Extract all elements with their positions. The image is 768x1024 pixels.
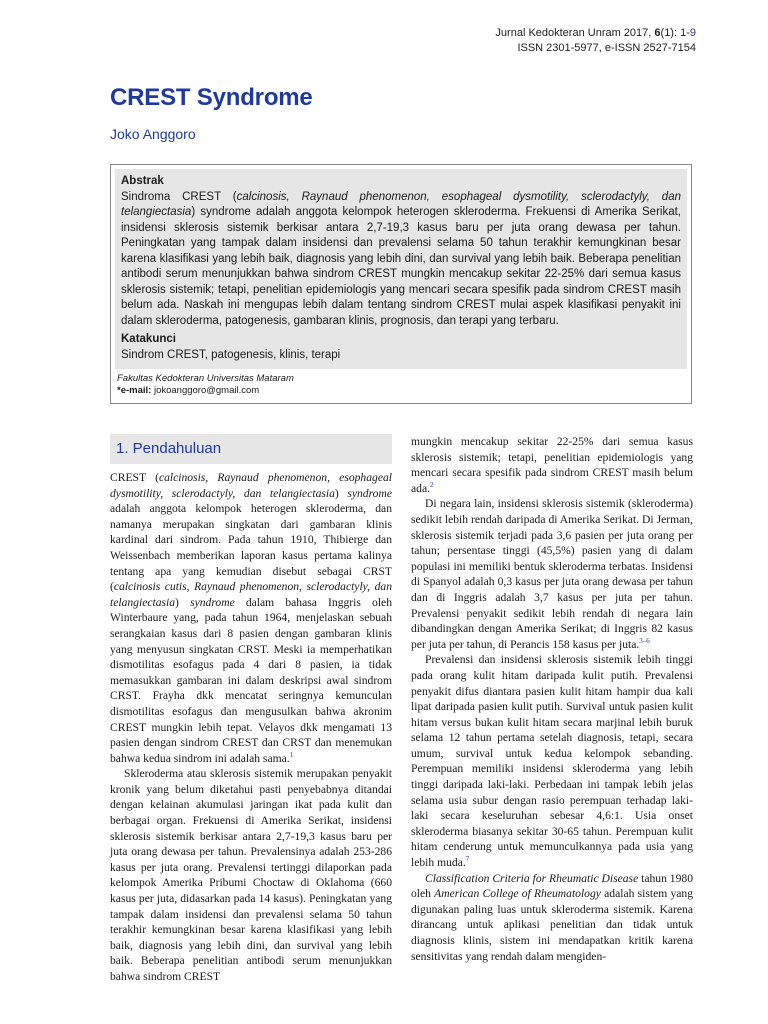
citation-ref-7[interactable]: 7: [465, 855, 470, 864]
affiliation-email-line: [117, 385, 294, 397]
r1-text: mungkin mencakup sekitar 22-25% dari semua kasus sklerosis sistemik; tetapi, penelitian epidemiologis yang mencari secara spesifik pada sindrom CREST masih belum ada.: [411, 435, 693, 495]
column-right: [411, 434, 693, 964]
p1-text-e: adalah anggota kelompok heterogen skleroderma, dan namanya merupakan singkatan dari gambaran klinis kardinal dari sindrom. Pada tahun 1910, Thibierge dan Weissenbach memberikan laporan kasus pertama kalinya tentang apa yang kemudian disebut sebagai CRST (: [110, 502, 392, 594]
paper-author: Joko Anggoro: [110, 126, 196, 142]
p1-text-a: CREST (: [110, 471, 159, 484]
abstract-panel: [115, 169, 687, 369]
intro-paragraph-1: [110, 470, 392, 766]
journal-page-end[interactable]: 9: [689, 27, 696, 39]
p1-italic-b: calcinosis, Raynaud phenomenon, esophageal dysmotility, sclerodactyly, dan telangiectasia: [110, 471, 392, 500]
paper-title: CREST Syndrome: [110, 84, 313, 111]
section-heading: 1. Pendahuluan: [110, 434, 392, 464]
email-address[interactable]: jokoanggoro@gmail.com: [151, 385, 260, 396]
abstract-label: Abstrak: [121, 175, 164, 187]
journal-name: Jurnal Kedokteran Unram 2017,: [495, 27, 655, 39]
abstract-text-post: ) syndrome adalah anggota kelompok heterogen skleroderma. Frekuensi di Amerika Serikat, insidensi sklerosis sistemik berkisar antara 2,7-19,3 kasus baru per juta orang dewasa per tahun. Peningkatan yang tampak dalam insidensi dan prevalensi selama 50 tahun terakhir kemungkinan besar karena klasifikasi yang lebih baik, diagnosis yang lebih dini, dan survival yang lebih baik. Beberapa penelitian antibodi serum menunjukkan bahwa sindrom CREST mungkin mencakup sekitar 22-25% dari semua kasus sklerosis sistemik; tetapi, penelitian epidemiologis yang mencari secara spesifik pada sindrom CREST masih belum ada. Naskah ini mengupas lebih dalam tentang sindrom CREST mulai aspek klasifikasi penyakit ini dalam skleroderma, patogenesis, gambaran klinis, prognosis, dan terapi yang terbaru.: [121, 206, 681, 327]
keywords-label: Katakunci: [121, 333, 176, 345]
r4-italic-a: Classification Criteria for Rheumatic Disease: [425, 871, 639, 885]
abstract-text-italic: calcinosis, Raynaud phenomenon, esophageal dysmotility, sclerodactyly, dan telangiectasia: [121, 190, 681, 218]
citation-ref-2[interactable]: 2: [430, 480, 434, 489]
r4-italic-c: American College of Rheumatology: [434, 887, 601, 901]
r4-text-b: tahun 1980 oleh: [411, 871, 693, 901]
column-left: [110, 434, 392, 985]
p1-italic-h: syndrome: [190, 595, 235, 609]
right-paragraph-1: [411, 434, 693, 496]
right-paragraph-2: [411, 496, 693, 652]
citation-ref-1[interactable]: 1: [289, 750, 294, 759]
email-label: *e-mail:: [117, 385, 152, 396]
p1-italic-f: calcinosis cutis, Raynaud phenomenon, sclerodactyly, dan telangiectasia: [110, 580, 392, 609]
abstract-text-pre: Sindroma CREST (: [121, 190, 237, 203]
p1-text-i: dalam bahasa Inggris oleh Winterbaure yang, pada tahun 1964, menjelaskan sebuah serangkaian kasus dari 8 pasien dengan gambaran klinis yang menyusun singkatan CRST. Meski ia memperhatikan dismotilitas esofagus pada 4 dari 8 pasien, ia tidak memasukkan gambaran ini dalam deskripsi awal sindrom CRST. Frayha dkk mencatat seringnya kemunculan dismotilitas esofagus dan mengusulkan bahwa akronim CREST mungkin lebih tepat. Velayos dkk mengamati 13 pasien dengan sindrom CREST dan CRST dan menemukan bahwa kedua sindrom ini adalah sama.: [110, 595, 392, 765]
p1-italic-d: syndrome: [347, 486, 392, 500]
p1-text-g: ): [175, 595, 191, 609]
journal-issue: (1): 1-: [660, 27, 690, 39]
citation-ref-3-6[interactable]: 3–6: [639, 636, 650, 645]
right-paragraph-3: [411, 652, 693, 870]
journal-issn: ISSN 2301-5977, e-ISSN 2527-7154: [517, 42, 696, 54]
affiliation-institution: Fakultas Kedokteran Universitas Mataram: [117, 373, 294, 384]
affiliation: [117, 373, 294, 397]
r2-text: Di negara lain, insidensi sklerosis sistemik (skleroderma) sedikit lebih rendah daripada di Amerika Serikat. Di Jerman, sklerosis sistemik terjadi pada 3,6 pasien per juta orang per tahun; persentase tinggi (45,5%) pasien yang di dalam populasi ini memiliki bentuk skleroderma terbatas. Insidensi di Spanyol adalah 0,3 kasus per juta orang dewasa per tahun dan di Inggris adalah 3,7 kasus per juta per tahun. Prevalensi penyakit sedikit lebih rendah di negara lain dibandingkan dengan Amerika Serikat; di Inggris 82 kasus per juta per tahun, di Perancis 158 kasus per juta.: [411, 497, 693, 651]
right-paragraph-4: [411, 871, 693, 965]
journal-citation: [495, 26, 696, 41]
abstract-box: [110, 164, 692, 404]
p1-text-c: ): [334, 486, 348, 500]
journal-header: [495, 26, 696, 56]
intro-paragraph-2: Skleroderma atau sklerosis sistemik merupakan penyakit kronik yang belum diketahui pasti penyebabnya ditandai dengan kelainan akumulasi jaringan ikat pada kulit dan berbagai organ. Frekuensi di Amerika Serikat, insidensi sklerosis sistemik berkisar antara 2,7-19,3 kasus baru per juta orang dewasa per tahun. Prevalensinya adalah 253-286 kasus per juta orang. Prevalensi tertinggi dilaporkan pada kelompok Amerika Pribumi Choctaw di Oklahoma (660 kasus per juta, didasarkan pada 14 kasus). Peningkatan yang tampak dalam insidensi dan prevalensi selama 50 tahun terakhir kemungkinan besar karena klasifikasi yang lebih baik, diagnosis yang lebih dini, dan survival yang lebih baik. Beberapa penelitian antibodi serum menunjukkan bahwa sindrom CREST: [110, 767, 392, 983]
abstract-text: [121, 190, 681, 330]
r3-text: Prevalensi dan insidensi sklerosis sistemik lebih tinggi pada orang kulit hitam daripada kulit putih. Prevalensi penyakit difus diantara pasien kulit hitam hampir dua kali lipat daripada pasien kulit putih. Survival untuk pasien kulit hitam versus bukan kulit hitam secara marjinal lebih buruk selama 12 tahun pertama setelah diagnosis, tetapi, secara umum, survival untuk kedua kelompok sebanding. Perempuan memiliki insidensi skleroderma yang lebih tinggi daripada laki-laki. Perbedaan ini tampak lebih jelas selama usia subur dengan rasio perempuan terhadap laki-laki secara keseluruhan sebesar 4,6:1. Usia onset skleroderma biasanya sekitar 30-65 tahun. Perempuan kulit hitam cenderung untuk memunculkannya pada usia yang lebih muda.: [411, 653, 693, 870]
keywords: Sindrom CREST, patogenesis, klinis, terapi: [121, 348, 341, 361]
journal-volume: 6: [654, 27, 661, 39]
r4-text-d: adalah sistem yang digunakan paling luas untuk skleroderma sistemik. Karena dirancang untuk aplikasi penelitian dan tidak untuk diagnosis klinis, sistem ini mendapatkan kritik karena sensitivitas yang rendah dalam mengiden-: [411, 887, 693, 963]
